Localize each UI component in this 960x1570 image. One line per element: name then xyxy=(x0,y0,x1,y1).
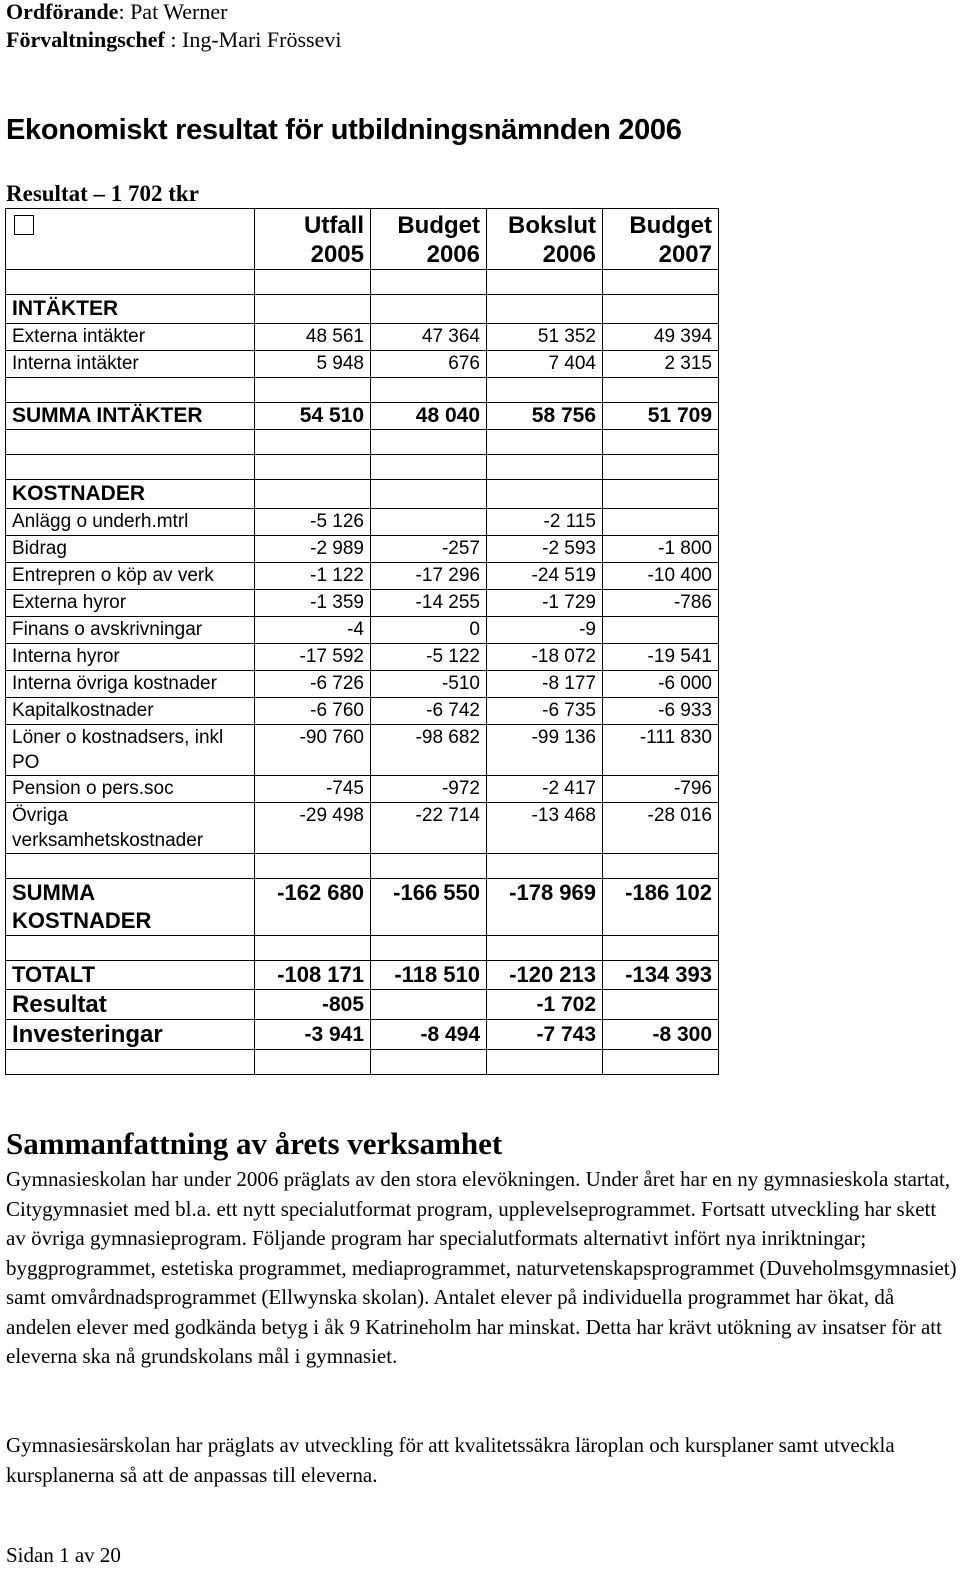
table-row xyxy=(6,698,719,725)
row-label: Anlägg o underh.mtrl xyxy=(6,509,255,536)
value-cell: -19 541 xyxy=(603,644,719,671)
value-cell: 51 709 xyxy=(603,403,719,430)
value-cell: -786 xyxy=(603,590,719,617)
table-cell xyxy=(603,480,719,509)
value-cell: -98 682 xyxy=(371,725,487,776)
table-spacer-row xyxy=(6,854,719,879)
col-header: Budget 2006 xyxy=(371,209,487,270)
table-cell xyxy=(371,270,487,295)
table-cell xyxy=(371,936,487,961)
table-row xyxy=(6,403,719,430)
report-title: Ekonomiskt resultat för utbildningsnämnden 2006 xyxy=(6,114,682,146)
table-cell xyxy=(371,430,487,455)
value-cell: -1 359 xyxy=(255,590,371,617)
col-header: Bokslut 2006 xyxy=(487,209,603,270)
value-cell: -6 742 xyxy=(371,698,487,725)
value-cell: -2 989 xyxy=(255,536,371,563)
value-cell: -17 592 xyxy=(255,644,371,671)
value-cell: -5 126 xyxy=(255,509,371,536)
page-number: Sidan 1 av 20 xyxy=(6,1543,121,1567)
value-cell: -4 xyxy=(255,617,371,644)
row-label: Externa intäkter xyxy=(6,324,255,351)
table-cell xyxy=(487,430,603,455)
value-cell: -8 177 xyxy=(487,671,603,698)
table-cell xyxy=(487,1050,603,1075)
value-cell: -972 xyxy=(371,776,487,803)
row-label: TOTALT xyxy=(6,961,255,990)
value-cell: -18 072 xyxy=(487,644,603,671)
value-cell xyxy=(603,990,719,1020)
table-row xyxy=(6,590,719,617)
checkbox-icon xyxy=(14,215,34,235)
table-cell xyxy=(6,430,255,455)
value-cell: 48 561 xyxy=(255,324,371,351)
value-cell: -1 702 xyxy=(487,990,603,1020)
value-cell: -1 800 xyxy=(603,536,719,563)
table-cell xyxy=(603,430,719,455)
table-cell xyxy=(487,480,603,509)
value-cell: 2 315 xyxy=(603,351,719,378)
col-header: Utfall 2005 xyxy=(255,209,371,270)
row-label: SUMMA KOSTNADER xyxy=(6,879,255,936)
col-header: Budget 2007 xyxy=(603,209,719,270)
table-row xyxy=(6,990,719,1020)
table-cell xyxy=(603,1050,719,1075)
value-cell: -796 xyxy=(603,776,719,803)
table-cell xyxy=(371,295,487,324)
table-spacer-row xyxy=(6,430,719,455)
manager-line xyxy=(6,27,341,53)
value-cell: -6 000 xyxy=(603,671,719,698)
row-label: Finans o avskrivningar xyxy=(6,617,255,644)
table-cell xyxy=(487,295,603,324)
value-cell: 0 xyxy=(371,617,487,644)
table-row xyxy=(6,1020,719,1050)
manager-value: : Ing-Mari Frössevi xyxy=(164,27,342,52)
value-cell: -257 xyxy=(371,536,487,563)
value-cell xyxy=(371,509,487,536)
value-cell: -120 213 xyxy=(487,961,603,990)
table-cell xyxy=(255,480,371,509)
value-cell: -6 735 xyxy=(487,698,603,725)
table-spacer-row xyxy=(6,270,719,295)
value-cell: -805 xyxy=(255,990,371,1020)
value-cell: -3 941 xyxy=(255,1020,371,1050)
table-cell xyxy=(487,378,603,403)
value-cell: -186 102 xyxy=(603,879,719,936)
table-spacer-row xyxy=(6,936,719,961)
value-cell: 47 364 xyxy=(371,324,487,351)
table-cell xyxy=(6,378,255,403)
table-cell xyxy=(6,936,255,961)
table-cell xyxy=(255,295,371,324)
table-row xyxy=(6,351,719,378)
table-cell xyxy=(603,455,719,480)
table-row xyxy=(6,879,719,936)
table-cell xyxy=(371,455,487,480)
table-cell xyxy=(603,854,719,879)
table-cell xyxy=(255,430,371,455)
table-cell xyxy=(371,378,487,403)
value-cell: -24 519 xyxy=(487,563,603,590)
row-label: Pension o pers.soc xyxy=(6,776,255,803)
value-cell: -9 xyxy=(487,617,603,644)
cost-heading-row xyxy=(6,480,719,509)
row-label: Interna övriga kostnader xyxy=(6,671,255,698)
summary-paragraph-1: Gymnasieskolan har under 2006 präglats av den stora elevökningen. Under året har en ny gymnasieskola startat, Citygymnasiet med bl.a. ett nytt specialutformat program, upplevelseprogrammet. Fortsatt utveckling har skett av övriga gymnasieprogram. Följande program har specialutformats alternativt infört nya inriktningar; byggprogrammet, estetiska programmet, mediaprogrammet, naturvetenskapsprogrammet (Duveholmsgymnasiet) samt omvårdnadsprogrammet (Ellwynska skolan). Antalet elever på individuella programmet har ökat, då andelen elever med godkända betyg i åk 9 Katrineholm har minskat. Detta har krävt utökning av insatser för att eleverna ska nå grundskolans mål i gymnasiet. xyxy=(6,1167,957,1368)
value-cell: -8 494 xyxy=(371,1020,487,1050)
table-cell xyxy=(255,854,371,879)
value-cell: -108 171 xyxy=(255,961,371,990)
table-cell xyxy=(6,1050,255,1075)
row-label: Entrepren o köp av verk xyxy=(6,563,255,590)
table-row xyxy=(6,776,719,803)
row-label: SUMMA INTÄKTER xyxy=(6,403,255,430)
header-checkbox-cell xyxy=(6,209,255,270)
table-row xyxy=(6,324,719,351)
summary-paragraph-2: Gymnasiesärskolan har präglats av utveckling för att kvalitetssäkra läroplan och kursplaner samt utveckla kursplanerna så att de anpassas till eleverna. xyxy=(6,1433,895,1487)
table-cell xyxy=(603,378,719,403)
row-label: Övriga verksamhetskostnader xyxy=(6,803,255,854)
table-cell xyxy=(255,455,371,480)
table-cell xyxy=(487,854,603,879)
value-cell: -22 714 xyxy=(371,803,487,854)
row-label: Resultat xyxy=(6,990,255,1020)
table-cell xyxy=(487,270,603,295)
table-cell xyxy=(371,1050,487,1075)
value-cell: -166 550 xyxy=(371,879,487,936)
table-row xyxy=(6,536,719,563)
value-cell: -5 122 xyxy=(371,644,487,671)
table-cell xyxy=(255,936,371,961)
table-cell xyxy=(603,936,719,961)
table-row xyxy=(6,803,719,854)
table-cell xyxy=(487,455,603,480)
table-cell xyxy=(255,378,371,403)
value-cell xyxy=(371,990,487,1020)
table-cell xyxy=(255,270,371,295)
table-cell xyxy=(603,295,719,324)
row-label: Bidrag xyxy=(6,536,255,563)
value-cell: 54 510 xyxy=(255,403,371,430)
value-cell: -2 593 xyxy=(487,536,603,563)
table-header-row xyxy=(6,209,719,270)
row-label: Löner o kostnadsers, inkl PO xyxy=(6,725,255,776)
value-cell: -90 760 xyxy=(255,725,371,776)
chair-line xyxy=(6,0,227,25)
budget-table-body xyxy=(6,209,719,1075)
value-cell: -745 xyxy=(255,776,371,803)
value-cell: 5 948 xyxy=(255,351,371,378)
table-cell xyxy=(487,936,603,961)
value-cell: 51 352 xyxy=(487,324,603,351)
row-label: Externa hyror xyxy=(6,590,255,617)
table-cell xyxy=(371,854,487,879)
value-cell: -134 393 xyxy=(603,961,719,990)
summary-title: Sammanfattning av årets verksamhet xyxy=(6,1126,503,1161)
row-label: Investeringar xyxy=(6,1020,255,1050)
value-cell: -118 510 xyxy=(371,961,487,990)
section-label: KOSTNADER xyxy=(6,480,255,509)
value-cell: -6 933 xyxy=(603,698,719,725)
table-spacer-row xyxy=(6,455,719,480)
table-row xyxy=(6,644,719,671)
row-label: Interna hyror xyxy=(6,644,255,671)
budget-table xyxy=(5,208,719,1075)
value-cell: -510 xyxy=(371,671,487,698)
value-cell: -10 400 xyxy=(603,563,719,590)
table-row xyxy=(6,671,719,698)
value-cell: -7 743 xyxy=(487,1020,603,1050)
value-cell: 58 756 xyxy=(487,403,603,430)
value-cell: 48 040 xyxy=(371,403,487,430)
table-row xyxy=(6,617,719,644)
income-heading-row xyxy=(6,295,719,324)
value-cell xyxy=(603,509,719,536)
value-cell: -13 468 xyxy=(487,803,603,854)
value-cell: 49 394 xyxy=(603,324,719,351)
value-cell: -1 122 xyxy=(255,563,371,590)
table-row xyxy=(6,563,719,590)
value-cell: -162 680 xyxy=(255,879,371,936)
table-row xyxy=(6,509,719,536)
table-spacer-row xyxy=(6,378,719,403)
value-cell: -178 969 xyxy=(487,879,603,936)
manager-label: Förvaltningschef xyxy=(6,27,165,52)
value-cell: -111 830 xyxy=(603,725,719,776)
section-label: INTÄKTER xyxy=(6,295,255,324)
value-cell: -6 760 xyxy=(255,698,371,725)
table-cell xyxy=(6,854,255,879)
value-cell: -14 255 xyxy=(371,590,487,617)
result-heading: Resultat – 1 702 tkr xyxy=(6,181,199,206)
value-cell: -6 726 xyxy=(255,671,371,698)
table-spacer-row xyxy=(6,1050,719,1075)
table-cell xyxy=(603,270,719,295)
row-label: Interna intäkter xyxy=(6,351,255,378)
table-cell xyxy=(255,1050,371,1075)
table-row xyxy=(6,725,719,776)
chair-value: : Pat Werner xyxy=(118,0,228,24)
value-cell: -1 729 xyxy=(487,590,603,617)
value-cell: 676 xyxy=(371,351,487,378)
table-cell xyxy=(6,270,255,295)
chair-label: Ordförande xyxy=(6,0,119,24)
row-label: Kapitalkostnader xyxy=(6,698,255,725)
value-cell: -17 296 xyxy=(371,563,487,590)
value-cell: 7 404 xyxy=(487,351,603,378)
value-cell: -8 300 xyxy=(603,1020,719,1050)
value-cell: -28 016 xyxy=(603,803,719,854)
value-cell: -2 115 xyxy=(487,509,603,536)
value-cell: -2 417 xyxy=(487,776,603,803)
table-cell xyxy=(371,480,487,509)
value-cell xyxy=(603,617,719,644)
value-cell: -29 498 xyxy=(255,803,371,854)
table-cell xyxy=(6,455,255,480)
table-row xyxy=(6,961,719,990)
value-cell: -99 136 xyxy=(487,725,603,776)
